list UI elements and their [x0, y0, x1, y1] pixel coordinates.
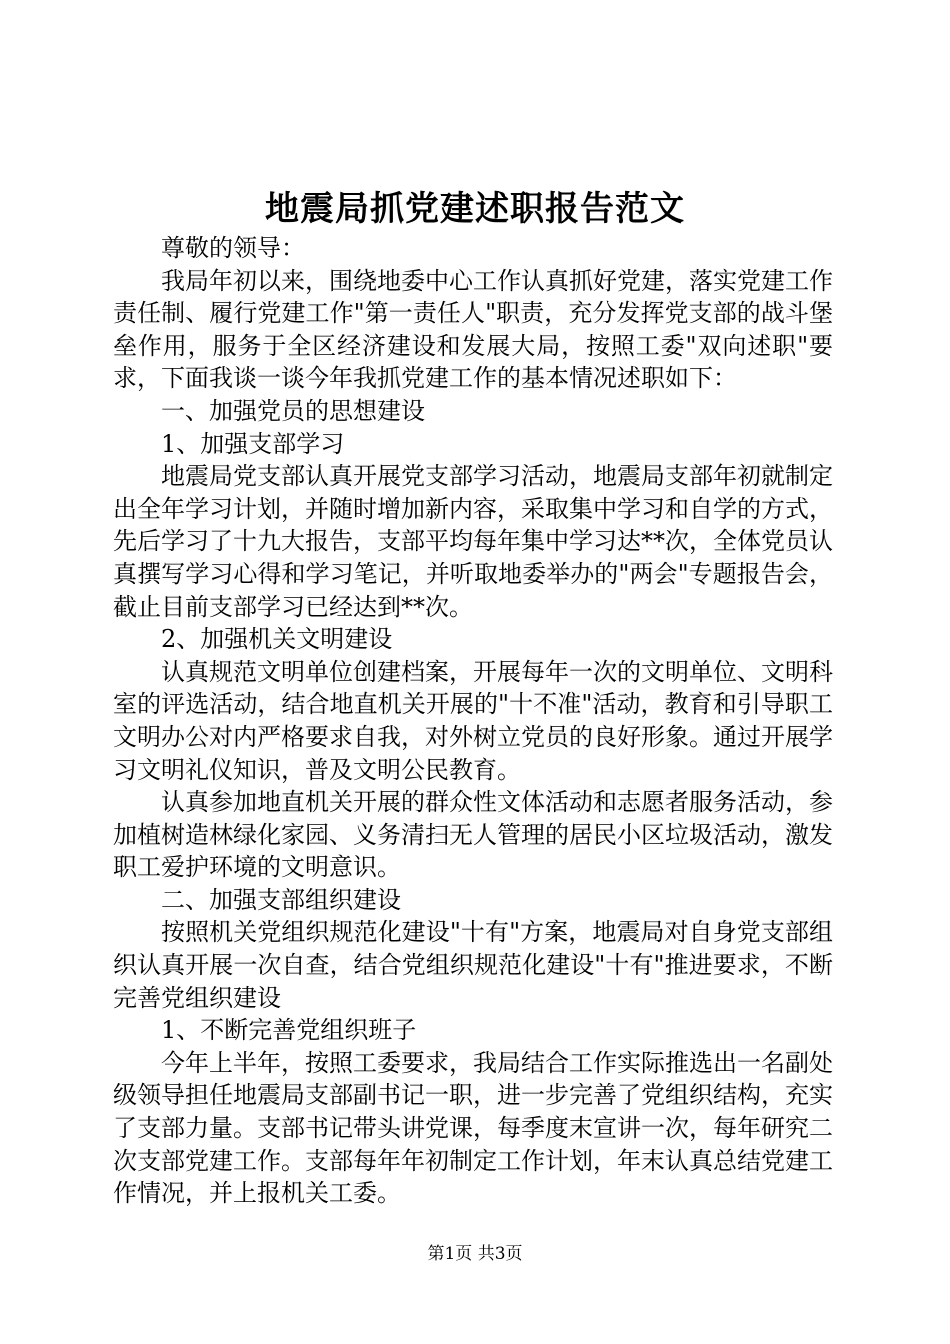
- document-title: 地震局抓党建述职报告范文: [265, 189, 685, 229]
- paragraph-leadership: 今年上半年，按照工委要求，我局结合工作实际推选出一名副处级领导担任地震局支部副书记一职，进一步完善了党组织结构，充实了支部力量。支部书记带头讲党课，每季度末宣讲一次，每年研究二次支部党建工作。支部每年年初制定工作计划，年末认真总结党建工作情况，并上报机关工委。: [113, 1048, 833, 1208]
- paragraph-organization: 按照机关党组织规范化建设"十有"方案，地震局对自身党支部组织认真开展一次自查，结合党组织规范化建设"十有"推进要求，不断完善党组织建设: [113, 918, 833, 1012]
- subsection-heading-1-2: 2、加强机关文明建设: [161, 625, 393, 654]
- paragraph-civility: 认真规范文明单位创建档案，开展每年一次的文明单位、文明科室的评选活动，结合地直机关开展的"十不准"活动，教育和引导职工文明办公对内严格要求自我，对外树立党员的良好形象。通过开展学习文明礼仪知识，普及文明公民教育。: [113, 657, 833, 784]
- salutation: 尊敬的领导：: [161, 234, 305, 262]
- page-footer: 第1页 共3页: [427, 1244, 523, 1264]
- subsection-heading-1-1: 1、加强支部学习: [161, 429, 345, 458]
- subsection-heading-2-1: 1、不断完善党组织班子: [161, 1016, 417, 1045]
- paragraph-intro: 我局年初以来，围绕地委中心工作认真抓好党建，落实党建工作责任制、履行党建工作"第一责任人"职责，充分发挥党支部的战斗堡垒作用，服务于全区经济建设和发展大局，按照工委"双向述职"要求，下面我谈一谈今年我抓党建工作的基本情况述职如下：: [113, 266, 833, 393]
- document-body: [113, 232, 833, 1210]
- paragraph-study: 地震局党支部认真开展党支部学习活动，地震局支部年初就制定出全年学习计划，并随时增加新内容，采取集中学习和自学的方式，先后学习了十九大报告，支部平均每年集中学习达**次，全体党员认真撰写学习心得和学习笔记，并听取地委举办的"两会"专题报告会，截止目前支部学习已经达到**次。: [113, 462, 833, 621]
- paragraph-activities: 认真参加地直机关开展的群众性文体活动和志愿者服务活动，参加植树造林绿化家园、义务清扫无人管理的居民小区垃圾活动，激发职工爱护环境的文明意识。: [113, 788, 833, 882]
- section-heading-2: 二、加强支部组织建设: [161, 885, 401, 914]
- section-heading-1: 一、加强党员的思想建设: [161, 396, 425, 425]
